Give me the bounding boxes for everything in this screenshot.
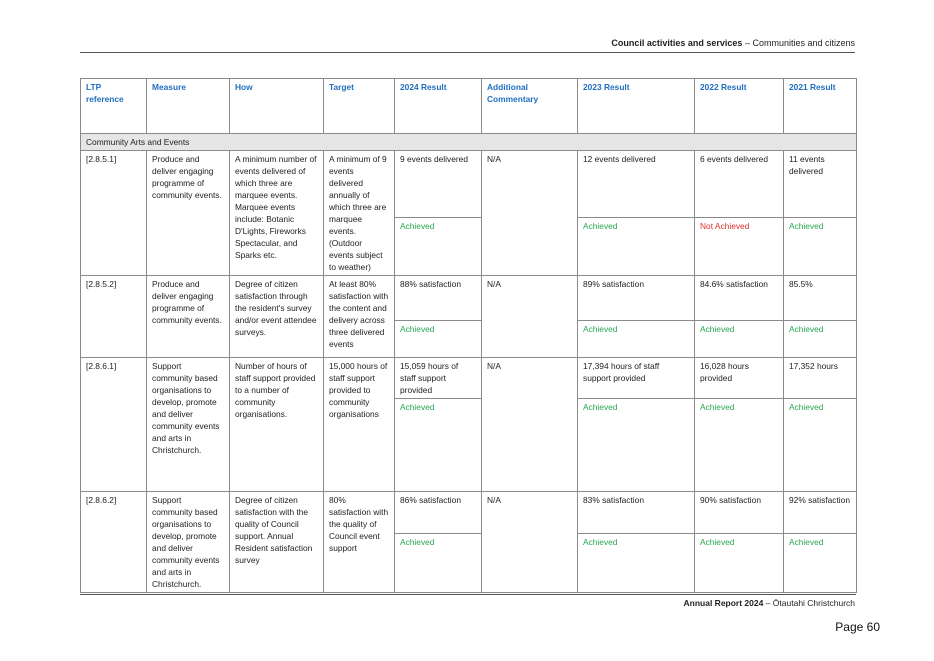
col-header: How bbox=[230, 79, 324, 134]
how: Degree of citizen satisfaction with the quality of Council support. Annual Resident satisfaction survey bbox=[230, 492, 324, 593]
how: Number of hours of staff support provided to a number of community organisations. bbox=[230, 358, 324, 492]
ltp-ref: [2.8.5.2] bbox=[81, 276, 147, 358]
result-2024: 86% satisfaction bbox=[395, 492, 482, 534]
status-2022: Achieved bbox=[695, 321, 784, 358]
commentary: N/A bbox=[482, 492, 578, 593]
table-row bbox=[81, 358, 857, 399]
result-2022: 16,028 hours provided bbox=[695, 358, 784, 399]
result-2021: 92% satisfaction bbox=[784, 492, 857, 534]
status-2024: Achieved bbox=[395, 534, 482, 593]
commentary: N/A bbox=[482, 151, 578, 276]
how: Degree of citizen satisfaction through the resident's survey and/or event attendee surveys. bbox=[230, 276, 324, 358]
page-footer: Annual Report 2024 – Ōtautahi Christchurch bbox=[683, 598, 855, 608]
status-2023: Achieved bbox=[578, 399, 695, 492]
status-2022: Not Achieved bbox=[695, 218, 784, 276]
result-2022: 84.6% satisfaction bbox=[695, 276, 784, 321]
ltp-ref: [2.8.6.1] bbox=[81, 358, 147, 492]
footer-divider bbox=[80, 594, 856, 595]
commentary: N/A bbox=[482, 276, 578, 358]
result-2023: 12 events delivered bbox=[578, 151, 695, 218]
ltp-ref: [2.8.5.1] bbox=[81, 151, 147, 276]
target: 15,000 hours of staff support provided to community organisations bbox=[324, 358, 395, 492]
header-section: Council activities and services bbox=[611, 38, 743, 48]
status-2021: Achieved bbox=[784, 321, 857, 358]
table-header-row bbox=[81, 79, 857, 134]
header-subsection: Communities and citizens bbox=[752, 38, 855, 48]
result-2024: 15,059 hours of staff support provided bbox=[395, 358, 482, 399]
section-row bbox=[81, 134, 857, 151]
status-2024: Achieved bbox=[395, 218, 482, 276]
result-2021: 11 events delivered bbox=[784, 151, 857, 218]
footer-report: Annual Report 2024 bbox=[683, 598, 764, 608]
col-header: Target bbox=[324, 79, 395, 134]
col-header: 2022 Result bbox=[695, 79, 784, 134]
measure: Produce and deliver engaging programme of community events. bbox=[147, 151, 230, 276]
table-row bbox=[81, 492, 857, 534]
target: 80% satisfaction with the quality of Council event support bbox=[324, 492, 395, 593]
col-header: Measure bbox=[147, 79, 230, 134]
col-header: Additional Commentary bbox=[482, 79, 578, 134]
status-2023: Achieved bbox=[578, 321, 695, 358]
result-2022: 6 events delivered bbox=[695, 151, 784, 218]
col-header: LTP reference bbox=[81, 79, 147, 134]
result-2023: 17,394 hours of staff support provided bbox=[578, 358, 695, 399]
table-row bbox=[81, 151, 857, 218]
status-2022: Achieved bbox=[695, 534, 784, 593]
ltp-ref: [2.8.6.2] bbox=[81, 492, 147, 593]
result-2021: 85.5% bbox=[784, 276, 857, 321]
status-2023: Achieved bbox=[578, 534, 695, 593]
result-2023: 89% satisfaction bbox=[578, 276, 695, 321]
page-header: Council activities and services – Communities and citizens bbox=[80, 36, 855, 53]
col-header: 2023 Result bbox=[578, 79, 695, 134]
result-2022: 90% satisfaction bbox=[695, 492, 784, 534]
page-number: Page 60 bbox=[835, 620, 880, 634]
table-row bbox=[81, 276, 857, 321]
status-2021: Achieved bbox=[784, 534, 857, 593]
performance-table bbox=[80, 78, 857, 593]
commentary: N/A bbox=[482, 358, 578, 492]
how: A minimum number of events delivered of which three are marquee events. Marquee events include: Botanic D'Lights, Fireworks Spectacular, and Sparks etc. bbox=[230, 151, 324, 276]
status-2021: Achieved bbox=[784, 218, 857, 276]
result-2024: 9 events delivered bbox=[395, 151, 482, 218]
section-label: Community Arts and Events bbox=[81, 134, 857, 151]
measure: Support community based organisations to develop, promote and deliver community events and arts in Christchurch. bbox=[147, 492, 230, 593]
col-header: 2024 Result bbox=[395, 79, 482, 134]
status-2022: Achieved bbox=[695, 399, 784, 492]
measure: Produce and deliver engaging programme of community events. bbox=[147, 276, 230, 358]
result-2021: 17,352 hours bbox=[784, 358, 857, 399]
status-2024: Achieved bbox=[395, 399, 482, 492]
status-2021: Achieved bbox=[784, 399, 857, 492]
status-2024: Achieved bbox=[395, 321, 482, 358]
footer-place: Ōtautahi Christchurch bbox=[772, 598, 855, 608]
measure: Support community based organisations to develop, promote and deliver community events and arts in Christchurch. bbox=[147, 358, 230, 492]
status-2023: Achieved bbox=[578, 218, 695, 276]
target: At least 80% satisfaction with the content and delivery across three delivered events bbox=[324, 276, 395, 358]
result-2024: 88% satisfaction bbox=[395, 276, 482, 321]
col-header: 2021 Result bbox=[784, 79, 857, 134]
result-2023: 83% satisfaction bbox=[578, 492, 695, 534]
target: A minimum of 9 events delivered annually of which three are marquee events. (Outdoor events subject to weather) bbox=[324, 151, 395, 276]
